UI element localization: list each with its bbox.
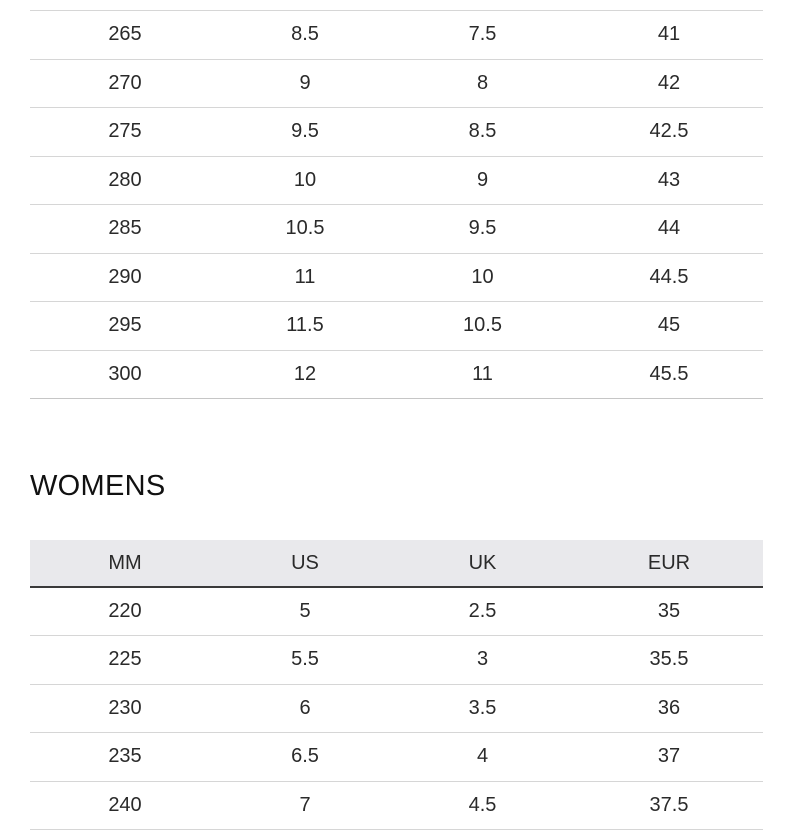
table-row [30, 156, 763, 205]
header-row [30, 540, 763, 587]
cell-us: 12 [220, 350, 390, 399]
cell-us: 11.5 [220, 302, 390, 351]
cell-us: 10 [220, 156, 390, 205]
cell-eur: 41 [575, 11, 763, 60]
cell-eur: 37.5 [575, 781, 763, 830]
cell-us: 5.5 [220, 636, 390, 685]
cell-mm: 240 [30, 781, 220, 830]
cell-eur: 43 [575, 156, 763, 205]
table-row [30, 205, 763, 254]
table-row [30, 253, 763, 302]
cell-mm: 280 [30, 156, 220, 205]
cell-eur: 35 [575, 587, 763, 636]
cell-us: 5 [220, 587, 390, 636]
column-header-eur: EUR [575, 540, 763, 587]
cell-uk: 8 [390, 59, 575, 108]
cell-mm: 220 [30, 587, 220, 636]
cell-eur: 44.5 [575, 253, 763, 302]
cell-us: 10.5 [220, 205, 390, 254]
cell-us: 9.5 [220, 108, 390, 157]
cell-mm: 225 [30, 636, 220, 685]
table-row [30, 781, 763, 830]
cell-eur: 35.5 [575, 636, 763, 685]
cell-uk: 10 [390, 253, 575, 302]
cell-mm: 265 [30, 11, 220, 60]
cell-mm: 295 [30, 302, 220, 351]
mens-table-body [30, 11, 763, 399]
womens-table-header [30, 540, 763, 587]
column-header-mm: MM [30, 540, 220, 587]
cell-mm: 275 [30, 108, 220, 157]
cell-mm: 230 [30, 684, 220, 733]
womens-table-body [30, 587, 763, 830]
cell-eur: 37 [575, 733, 763, 782]
cell-uk: 11 [390, 350, 575, 399]
cell-uk: 2.5 [390, 587, 575, 636]
table-row [30, 108, 763, 157]
cell-us: 6.5 [220, 733, 390, 782]
table-row [30, 59, 763, 108]
cell-us: 9 [220, 59, 390, 108]
mens-size-table [30, 10, 763, 399]
womens-section-title: WOMENS [30, 470, 166, 502]
table-row [30, 587, 763, 636]
table-row [30, 733, 763, 782]
cell-eur: 45.5 [575, 350, 763, 399]
table-row [30, 302, 763, 351]
cell-mm: 235 [30, 733, 220, 782]
cell-eur: 42 [575, 59, 763, 108]
table-row [30, 636, 763, 685]
cell-us: 11 [220, 253, 390, 302]
womens-size-table [30, 540, 763, 830]
cell-uk: 4.5 [390, 781, 575, 830]
cell-uk: 9.5 [390, 205, 575, 254]
cell-mm: 285 [30, 205, 220, 254]
cell-us: 8.5 [220, 11, 390, 60]
cell-us: 6 [220, 684, 390, 733]
cell-mm: 270 [30, 59, 220, 108]
cell-uk: 8.5 [390, 108, 575, 157]
table-row [30, 11, 763, 60]
column-header-uk: UK [390, 540, 575, 587]
column-header-us: US [220, 540, 390, 587]
cell-uk: 3 [390, 636, 575, 685]
cell-eur: 45 [575, 302, 763, 351]
cell-uk: 3.5 [390, 684, 575, 733]
cell-eur: 44 [575, 205, 763, 254]
cell-mm: 300 [30, 350, 220, 399]
cell-uk: 9 [390, 156, 575, 205]
cell-us: 7 [220, 781, 390, 830]
table-row [30, 684, 763, 733]
cell-uk: 10.5 [390, 302, 575, 351]
cell-uk: 7.5 [390, 11, 575, 60]
cell-uk: 4 [390, 733, 575, 782]
cell-eur: 42.5 [575, 108, 763, 157]
table-row [30, 350, 763, 399]
cell-eur: 36 [575, 684, 763, 733]
cell-mm: 290 [30, 253, 220, 302]
